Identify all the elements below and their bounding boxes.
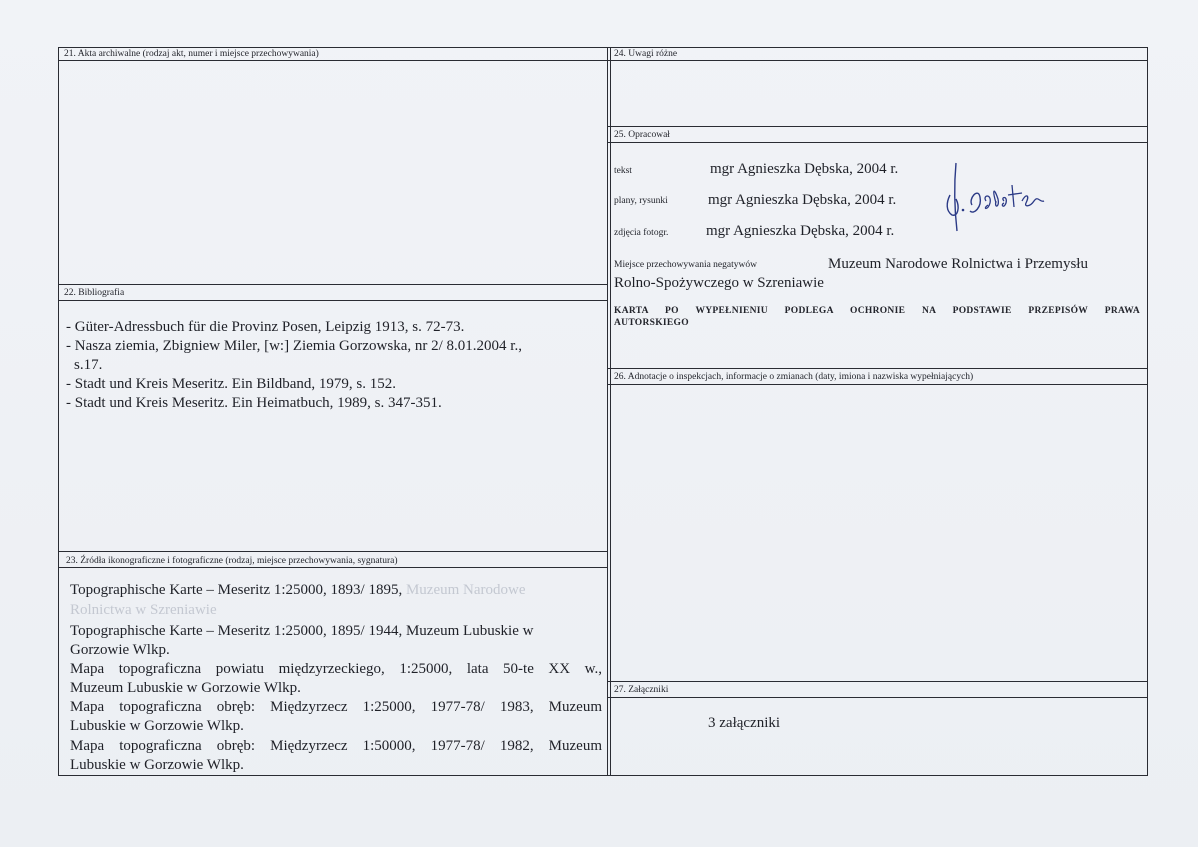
iconography-line-10: Lubuskie w Gorzowie Wlkp.	[70, 757, 244, 773]
section-23-header-line	[58, 567, 608, 568]
author-value-text: mgr Agnieszka Dębska, 2004 r.	[710, 161, 899, 177]
iconography-line-5: Mapa topograficzna powiatu międzyrzeckiego, 1:25000, lata 50-te XX w.,	[70, 661, 602, 677]
copyright-notice-line-2: AUTORSKIEGO	[614, 318, 689, 328]
right-column-frame	[607, 47, 1148, 776]
section-27-top-line	[608, 681, 1147, 682]
section-24-header: 24. Uwagi różne	[614, 49, 678, 59]
iconography-line-1-faded: Muzeum Narodowe	[405, 582, 526, 598]
bibliography-item-2-cont: s.17.	[74, 357, 103, 373]
bibliography-item-1: - Güter-Adressbuch für die Provinz Posen, Leipzig 1913, s. 72-73.	[66, 319, 465, 335]
section-27-header-line	[608, 697, 1147, 698]
section-21-header-line	[58, 60, 608, 61]
bibliography-item-2: - Nasza ziemia, Zbigniew Miler, [w:] Ziemia Gorzowska, nr 2/ 8.01.2004 r.,	[66, 338, 522, 354]
section-22-header: 22. Bibliografia	[64, 288, 125, 298]
iconography-line-1	[70, 581, 526, 599]
section-26-header-line	[608, 384, 1147, 385]
signature-image	[930, 155, 1060, 235]
author-value-plans: mgr Agnieszka Dębska, 2004 r.	[708, 192, 897, 208]
section-23-header: 23. Źródła ikonograficzne i fotograficzne (rodzaj, miejsce przechowywania, sygnatura)	[66, 556, 398, 566]
section-25-header-line	[608, 142, 1147, 143]
iconography-line-9: Mapa topograficzna obręb: Międzyrzecz 1:50000, 1977-78/ 1982, Muzeum	[70, 738, 602, 754]
bibliography-item-3: - Stadt und Kreis Meseritz. Ein Bildband, 1979, s. 152.	[66, 376, 396, 392]
author-label-plans: plany, rysunki	[614, 196, 668, 206]
section-22-header-line	[58, 300, 608, 301]
iconography-line-8: Lubuskie w Gorzowie Wlkp.	[70, 718, 244, 734]
author-label-photos: zdjęcia fotogr.	[614, 228, 669, 238]
iconography-line-4: Gorzowie Wlkp.	[70, 642, 170, 658]
negatives-value-line-1: Muzeum Narodowe Rolnictwa i Przemysłu	[828, 256, 1088, 272]
author-value-photos: mgr Agnieszka Dębska, 2004 r.	[706, 223, 895, 239]
section-22-top-line	[58, 284, 608, 285]
section-23-top-line	[58, 551, 608, 552]
section-25-header: 25. Opracował	[614, 130, 670, 140]
author-label-text: tekst	[614, 166, 632, 176]
iconography-line-6: Muzeum Lubuskie w Gorzowie Wlkp.	[70, 680, 301, 696]
iconography-line-7: Mapa topograficzna obręb: Międzyrzecz 1:25000, 1977-78/ 1983, Muzeum	[70, 699, 602, 715]
section-26-top-line	[608, 368, 1147, 369]
iconography-line-3: Topographische Karte – Meseritz 1:25000, 1895/ 1944, Muzeum Lubuskie w	[70, 623, 534, 639]
section-27-header: 27. Załączniki	[614, 685, 669, 695]
bibliography-item-4: - Stadt und Kreis Meseritz. Ein Heimatbuch, 1989, s. 347-351.	[66, 395, 442, 411]
copyright-notice-line-1: KARTA PO WYPEŁNIENIU PODLEGA OCHRONIE NA PODSTAWIE PRZEPISÓW PRAWA	[614, 306, 1140, 316]
attachments-value: 3 załączniki	[708, 715, 781, 731]
section-24-header-line	[608, 60, 1147, 61]
section-21-header: 21. Akta archiwalne (rodzaj akt, numer i miejsce przechowywania)	[64, 49, 319, 59]
section-26-header: 26. Adnotacje o inspekcjach, informacje o zmianach (daty, imiona i nazwiska wypełniających)	[614, 372, 974, 382]
negatives-label: Miejsce przechowywania negatywów	[614, 260, 757, 270]
section-25-top-line	[608, 126, 1147, 127]
negatives-value-line-2: Rolno-Spożywczego w Szreniawie	[614, 275, 824, 291]
iconography-line-1-main: Topographische Karte – Meseritz 1:25000, 1893/ 1895,	[70, 582, 403, 598]
iconography-line-2-faded: Rolnictwa w Szreniawie	[70, 602, 217, 618]
